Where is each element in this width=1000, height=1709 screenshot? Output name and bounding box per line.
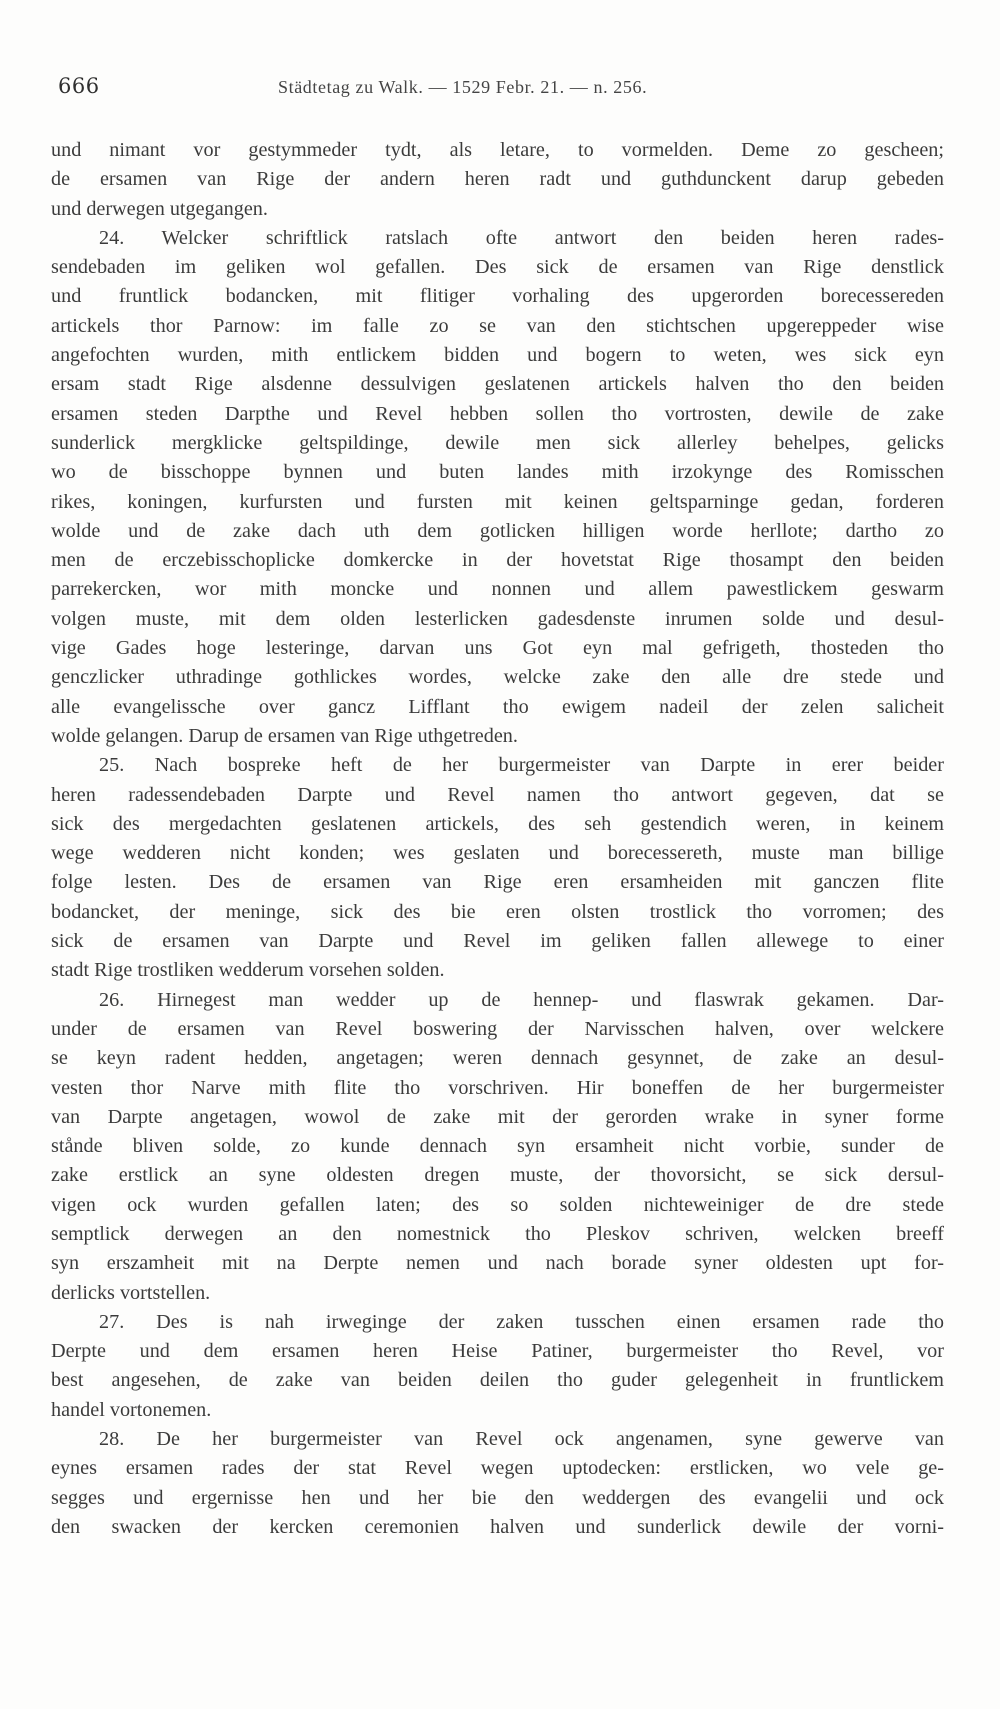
text-line: angefochten wurden, mith entlickem bidden und bogern to weten, wes sick eyn xyxy=(51,344,944,367)
text-line: sendebaden im geliken wol gefallen. Des sick de ersamen van Rige denstlick xyxy=(51,256,944,279)
text-line: segges und ergernisse hen und her bie den weddergen des evangelii und ock xyxy=(51,1486,944,1509)
text-line: vige Gades hoge lesteringe, darvan uns Got eyn mal gefrigeth, thosteden tho xyxy=(51,637,944,660)
text-line: zake erstlick an syne oldesten dregen muste, der thovorsicht, se sick dersul- xyxy=(51,1164,944,1187)
text-line: wege wedderen nicht konden; wes geslaten und borecessereth, muste man billige xyxy=(51,842,944,865)
text-line: vesten thor Narve mith flite tho vorschriven. Hir boneffen de her burgermeister xyxy=(51,1076,944,1099)
text-line: und nimant vor gestymmeder tydt, als letare, to vormelden. Deme zo gescheen; xyxy=(51,139,944,161)
text-line: 27. Des is nah irweginge der zaken tusschen einen ersamen rade tho xyxy=(99,1310,944,1333)
text-line: stånde bliven solde, zo kunde dennach syn ersamheit nicht vorbie, sunder de xyxy=(51,1135,944,1158)
text-line: alle evangelissche over gancz Lifflant tho ewigem nadeil der zelen salicheit xyxy=(51,695,944,718)
text-line: men de erczebisschoplicke domkercke in der hovetstat Rige thosampt den beiden xyxy=(51,549,944,572)
text-line: 26. Hirnegest man wedder up de hennep- und flaswrak gekamen. Dar- xyxy=(99,988,944,1011)
text-line: stadt Rige trostliken wedderum vorsehen solden. xyxy=(51,959,445,982)
text-line: sick des mergedachten geslatenen artickels, des seh gestendich weren, in keinem xyxy=(51,812,944,835)
text-line: bodancket, der meninge, sick des bie eren olsten trostlick tho vorromen; des xyxy=(51,900,944,923)
text-line: wo de bisschoppe bynnen und buten landes mith irzokynge des Romisschen xyxy=(51,461,944,484)
text-line: und derwegen utgegangen. xyxy=(51,197,268,220)
text-line: se keyn radent hedden, angetagen; weren dennach gesynnet, de zake an desul- xyxy=(51,1047,944,1070)
text-line: ersamen steden Darpthe und Revel hebben sollen tho vortrosten, dewile de zake xyxy=(51,402,944,425)
text-line: de ersamen van Rige der andern heren radt und guthdunckent darup gebeden xyxy=(51,168,944,191)
page-number: 666 xyxy=(58,74,100,98)
text-line: Derpte und dem ersamen heren Heise Patiner, burgermeister tho Revel, vor xyxy=(51,1340,944,1363)
text-line: syn erszamheit mit na Derpte nemen und nach borade syner oldesten upt for- xyxy=(51,1252,944,1275)
text-line: artickels thor Parnow: im falle zo se van den stichtschen upgereppeder wise xyxy=(51,314,944,337)
text-line: 25. Nach bospreke heft de her burgermeister van Darpte in erer beider xyxy=(99,754,944,777)
text-line: 24. Welcker schriftlick ratslach ofte antwort den beiden heren rades- xyxy=(99,226,944,249)
text-line: wolde gelangen. Darup de ersamen van Rige uthgetreden. xyxy=(51,724,518,747)
text-line: und fruntlick bodancken, mit flitiger vorhaling des upgerorden borecessereden xyxy=(51,285,944,308)
page-header xyxy=(58,74,942,110)
text-line: semptlick derwegen an den nomestnick tho Pleskov schriven, welcken breeff xyxy=(51,1222,944,1245)
text-line: van Darpte angetagen, wowol de zake mit der gerorden wrake in syner forme xyxy=(51,1105,944,1128)
text-line: sunderlick mergklicke geltspildinge, dewile men sick allerley behelpes, gelicks xyxy=(51,431,944,454)
text-line: 28. De her burgermeister van Revel ock angenamen, syne gewerve van xyxy=(99,1428,944,1451)
text-line: handel vortonemen. xyxy=(51,1398,212,1421)
text-line: genczlicker uthradinge gothlickes wordes, welcke zake den alle dre stede und xyxy=(51,666,944,689)
running-head: Städtetag zu Walk. — 1529 Febr. 21. — n. 256. xyxy=(278,77,648,97)
body-text xyxy=(51,136,944,1542)
text-line: heren radessendebaden Darpte und Revel namen tho antwort gegeven, dat se xyxy=(51,783,944,806)
text-line: vigen ock wurden gefallen laten; des so solden nichteweiniger de dre stede xyxy=(51,1193,944,1216)
text-line: sick de ersamen van Darpte und Revel im geliken fallen allewege to einer xyxy=(51,930,944,953)
text-line: ersam stadt Rige alsdenne dessulvigen geslatenen artickels halven tho den beiden xyxy=(51,373,944,396)
text-line: under de ersamen van Revel boswering der Narvisschen halven, over welckere xyxy=(51,1017,944,1040)
text-line: wolde und de zake dach uth dem gotlicken hilligen worde herllote; dartho zo xyxy=(51,519,944,542)
text-line: den swacken der kercken ceremonien halven und sunderlick dewile der vorni- xyxy=(51,1515,944,1538)
text-line: folge lesten. Des de ersamen van Rige eren ersamheiden mit ganczen flite xyxy=(51,871,944,894)
text-line: rikes, koningen, kurfursten und fursten mit keinen geltsparninge gedan, forderen xyxy=(51,490,944,513)
text-line: volgen muste, mit dem olden lesterlicken gadesdenste inrumen solde und desul- xyxy=(51,607,944,630)
text-line: parrekercken, wor mith moncke und nonnen und allem pawestlickem geswarm xyxy=(51,578,944,601)
text-line: best angesehen, de zake van beiden deilen tho guder gelegenheit in fruntlickem xyxy=(51,1369,944,1392)
text-line: eynes ersamen rades der stat Revel wegen uptodecken: erstlicken, wo vele ge- xyxy=(51,1457,944,1480)
text-line: derlicks vortstellen. xyxy=(51,1281,211,1304)
